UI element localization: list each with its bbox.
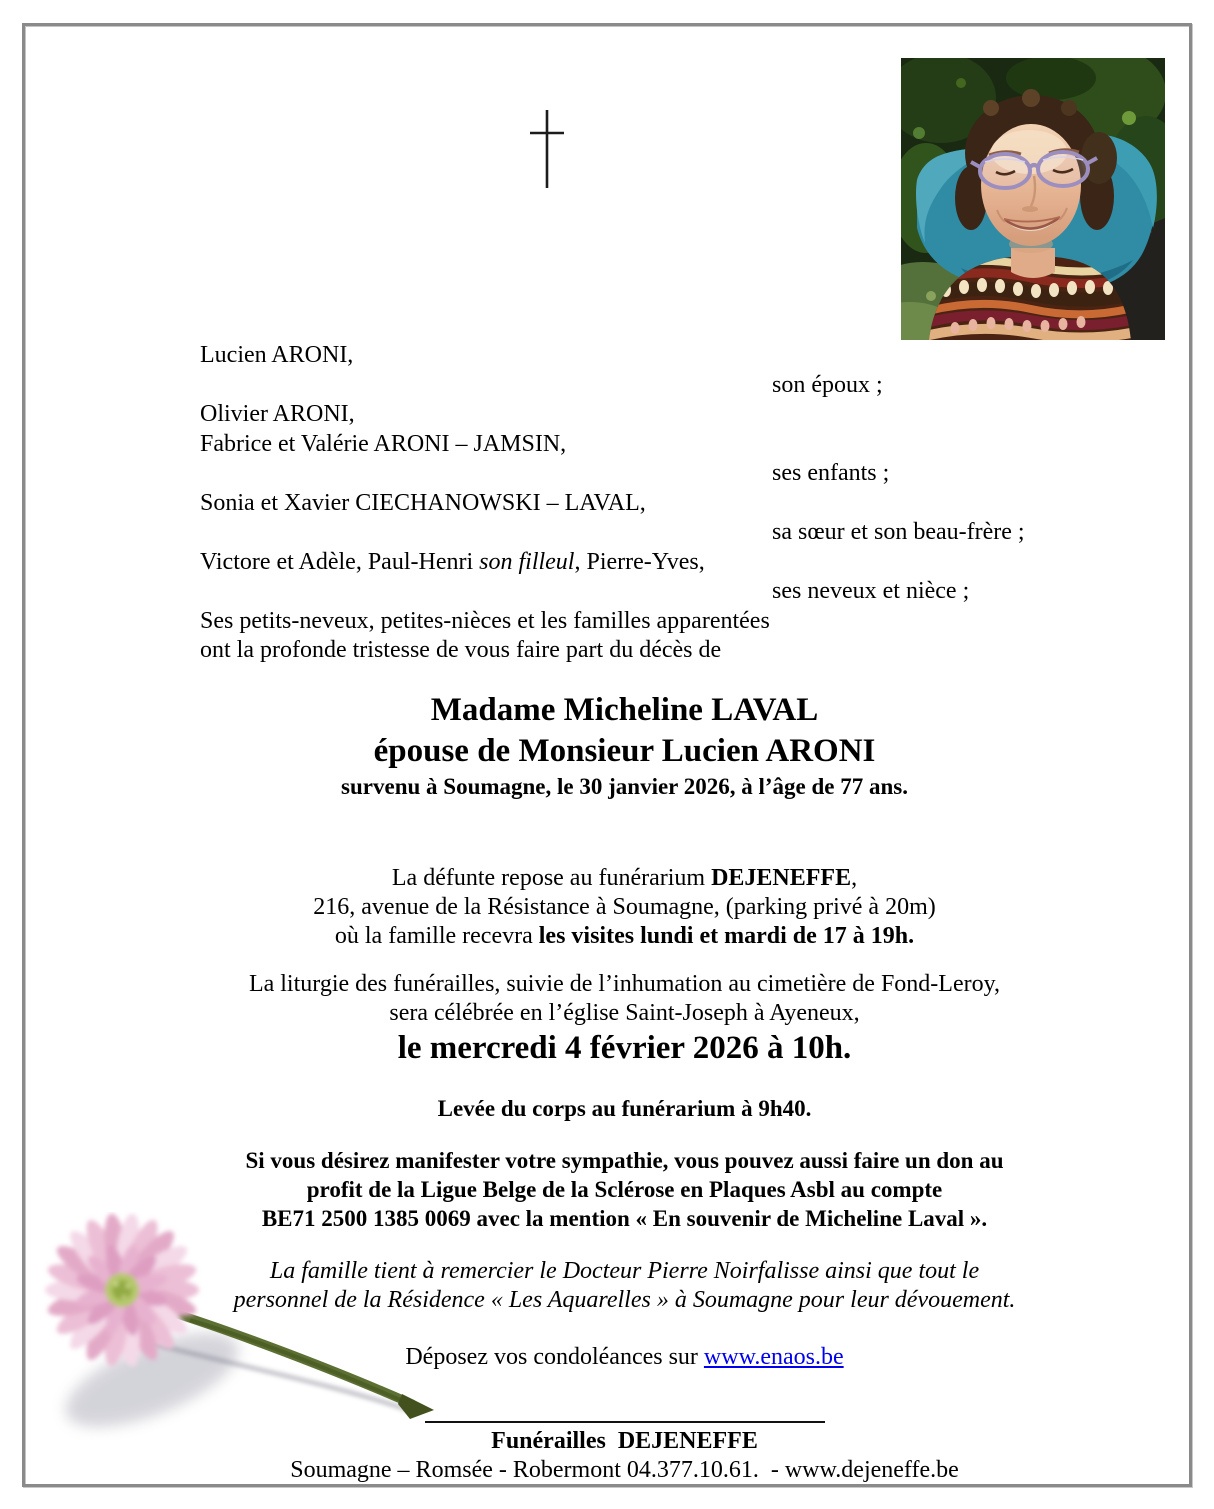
family-line-nephews-relation — [0, 577, 1214, 607]
thanks-line2: personnel de la Résidence « Les Aquarelles » à Soumagne pour leur dévouement. — [233, 1287, 1016, 1313]
family-line-child2 — [0, 430, 1214, 460]
family-line-husband — [0, 341, 1214, 371]
funeral-home-name: DEJENEFFE — [711, 865, 852, 891]
repose-paragraph — [57, 864, 1192, 951]
death-details: survenu à Soumagne, le 30 janvier 2026, à l’âge de 77 ans. — [341, 774, 908, 799]
repose-line1-comma: , — [851, 865, 858, 891]
extended-family-line2: ont la profonde tristesse de vous faire part du décès de — [200, 637, 722, 663]
donation-line1: Si vous désirez manifester votre sympathie, vous pouvez aussi faire un don au — [245, 1148, 1004, 1173]
condolences-text: Déposez vos condoléances sur — [405, 1344, 704, 1370]
children-relation: ses enfants ; — [772, 460, 890, 486]
nephews-relation: ses neveux et nièce ; — [772, 578, 970, 604]
funeral-home-contact: Soumagne – Romsée - Robermont 04.377.10.61. - www.dejeneffe.be — [290, 1457, 959, 1483]
latin-cross-icon — [528, 106, 568, 192]
flower-image — [40, 1212, 440, 1440]
thanks-line1: La famille tient à remercier le Docteur Pierre Noirfalisse ainsi que tout le — [269, 1258, 980, 1284]
funeral-date: le mercredi 4 février 2026 à 10h. — [397, 1030, 852, 1066]
family-line-children-relation — [0, 459, 1214, 489]
deceased-spouse-line: épouse de Monsieur Lucien ARONI — [373, 733, 876, 769]
visiting-hours: les visites lundi et mardi de 17 à 19h. — [538, 923, 915, 949]
deceased-title-block — [57, 690, 1192, 802]
sister-relation: sa sœur et son beau-frère ; — [772, 519, 1025, 545]
family-announcement — [0, 341, 1214, 666]
child2-name: Fabrice et Valérie ARONI – JAMSIN, — [200, 430, 567, 457]
nephews-godson-note: son filleul — [479, 548, 575, 575]
repose-address: 216, avenue de la Résistance à Soumagne, (parking privé à 20m) — [313, 894, 936, 920]
liturgy-line2: sera célébrée en l’église Saint-Joseph à Ayeneux, — [389, 1000, 860, 1026]
funeral-home-footer — [57, 1426, 1192, 1484]
family-line-sister — [0, 489, 1214, 519]
family-line-child1 — [0, 400, 1214, 430]
repose-line1 — [57, 864, 1192, 893]
donation-line2: profit de la Ligue Belge de la Sclérose en Plaques Asbl au compte — [306, 1177, 943, 1202]
body-removal-notice: Levée du corps au funérarium à 9h40. — [437, 1096, 812, 1121]
sister-name: Sonia et Xavier CIECHANOWSKI – LAVAL, — [200, 489, 646, 516]
child1-name: Olivier ARONI, — [200, 401, 355, 427]
family-line-husband-relation — [0, 371, 1214, 401]
nephews-pre: Victore et Adèle, Paul-Henri — [200, 548, 480, 575]
repose-line3-text: où la famille recevra — [334, 923, 539, 949]
liturgy-line1: La liturgie des funérailles, suivie de l’inhumation au cimetière de Fond-Leroy, — [248, 971, 1001, 997]
deceased-name: Madame Micheline LAVAL — [430, 692, 819, 728]
extended-family-line1: Ses petits-neveux, petites-nièces et les familles apparentées — [200, 607, 770, 634]
repose-line3 — [57, 922, 1192, 951]
husband-name: Lucien ARONI, — [200, 342, 354, 368]
nephews-post: , Pierre-Yves, — [574, 548, 705, 575]
funeral-home-company: Funérailles DEJENEFFE — [491, 1428, 758, 1454]
enaos-link[interactable]: www.enaos.be — [703, 1344, 844, 1370]
portrait-photo — [901, 58, 1165, 340]
liturgy-paragraph — [57, 970, 1192, 1069]
repose-line1-text: La défunte repose au funérarium — [391, 865, 712, 891]
family-line-nephews — [0, 548, 1214, 578]
family-line-sister-relation — [0, 518, 1214, 548]
family-line-extended2 — [0, 636, 1214, 666]
family-line-extended1 — [0, 607, 1214, 637]
footer-divider — [425, 1421, 825, 1423]
donation-account-line: BE71 2500 1385 0069 avec la mention « En souvenir de Micheline Laval ». — [261, 1206, 988, 1231]
husband-relation: son époux ; — [772, 371, 883, 398]
